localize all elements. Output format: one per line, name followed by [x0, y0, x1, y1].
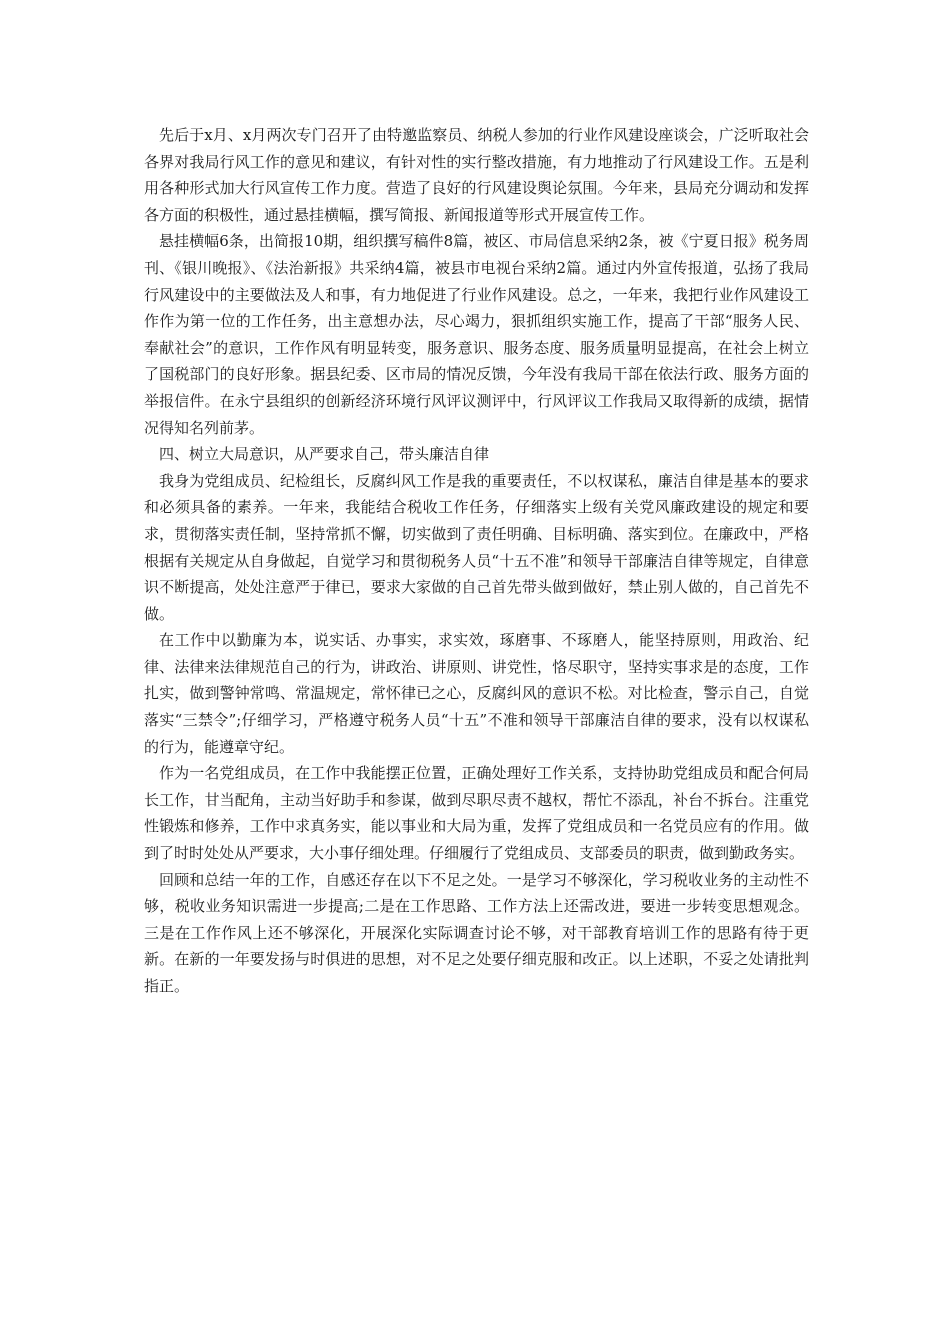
paragraph-1: 先后于x月、x月两次专门召开了由特邀监察员、纳税人参加的行业作风建设座谈会，广泛听取社会各界对我局行风工作的意见和建议，有针对性的实行整改措施，有力地推动了行风建设工作。五是利用各种形式加大行风宣传工作力度。营造了良好的行风建设舆论氛围。今年来，县局充分调动和发挥各方面的积极性，通过悬挂横幅，撰写简报、新闻报道等形式开展宣传工作。 [144, 126, 809, 224]
paragraph-6: 回顾和总结一年的工作，自感还存在以下不足之处。一是学习不够深化，学习税收业务的主动性不够，税收业务知识需进一步提高;二是在工作思路、工作方法上还需改进，要进一步转变思想观念。三是在工作作风上还不够深化，开展深化实际调查讨论不够，对干部教育培训工作的思路有待于更新。在新的一年要发扬与时俱进的思想，对不足之处要仔细克服和改正。以上述职，不妥之处请批判指正。 [144, 870, 809, 995]
paragraph-5: 作为一名党组成员，在工作中我能摆正位置，正确处理好工作关系，支持协助党组成员和配合何局长工作，甘当配角，主动当好助手和参谋，做到尽职尽责不越权，帮忙不添乱，补台不拆台。注重党性锻炼和修养，工作中求真务实，能以事业和大局为重，发挥了党组成员和一名党员应有的作用。做到了时时处处从严要求，大小事仔细处理。仔细履行了党组成员、支部委员的职责，做到勤政务实。 [144, 764, 809, 863]
document-body [144, 122, 809, 1000]
paragraph-3: 我身为党组成员、纪检组长，反腐纠风工作是我的重要责任，不以权谋私，廉洁自律是基本的要求和必须具备的素养。一年来，我能结合税收工作任务，仔细落实上级有关党风廉政建设的规定和要求，贯彻落实责任制，坚持常抓不懈，切实做到了责任明确、目标明确、落实到位。在廉政中，严格根据有关规定从自身做起，自觉学习和贯彻税务人员“十五不准”和领导干部廉洁自律等规定，自律意识不断提高，处处注意严于律已，要求大家做的自己首先带头做到做好，禁止别人做的，自己首先不做。 [144, 471, 809, 623]
paragraph-4: 在工作中以勤廉为本，说实话、办事实，求实效，琢磨事、不琢磨人，能坚持原则，用政治、纪律、法律来法律规范自己的行为，讲政治、讲原则、讲党性，恪尽职守，坚持实事求是的态度，工作扎实，做到警钟常鸣、常温规定，常怀律已之心，反腐纠风的意识不松。对比检查，警示自己，自觉落实“三禁令”;仔细学习，严格遵守税务人员“十五”不准和领导干部廉洁自律的要求，没有以权谋私的行为，能遵章守纪。 [144, 631, 809, 756]
paragraph-2: 悬挂横幅6条，出简报10期，组织撰写稿件8篇，被区、市局信息采纳2条，被《宁夏日报》税务周刊、《银川晚报》、《法治新报》共采纳4篇，被县市电视台采纳2篇。通过内外宣传报道，弘扬了我局行风建设中的主要做法及人和事，有力地促进了行业作风建设。总之，一年来，我把行业作风建设工作作为第一位的工作任务，出主意想办法，尽心竭力，狠抓组织实施工作，提高了干部“服务人民、奉献社会”的意识，工作作风有明显转变，服务意识、服务态度、服务质量明显提高，在社会上树立了国税部门的良好形象。据县纪委、区市局的情况反馈，今年没有我局干部在依法行政、服务方面的举报信件。在永宁县组织的创新经济环境行风评议测评中，行风评议工作我局又取得新的成绩，据情况得知名列前茅。 [144, 232, 809, 437]
section-heading: 四、树立大局意识，从严要求自己，带头廉洁自律 [159, 445, 490, 464]
